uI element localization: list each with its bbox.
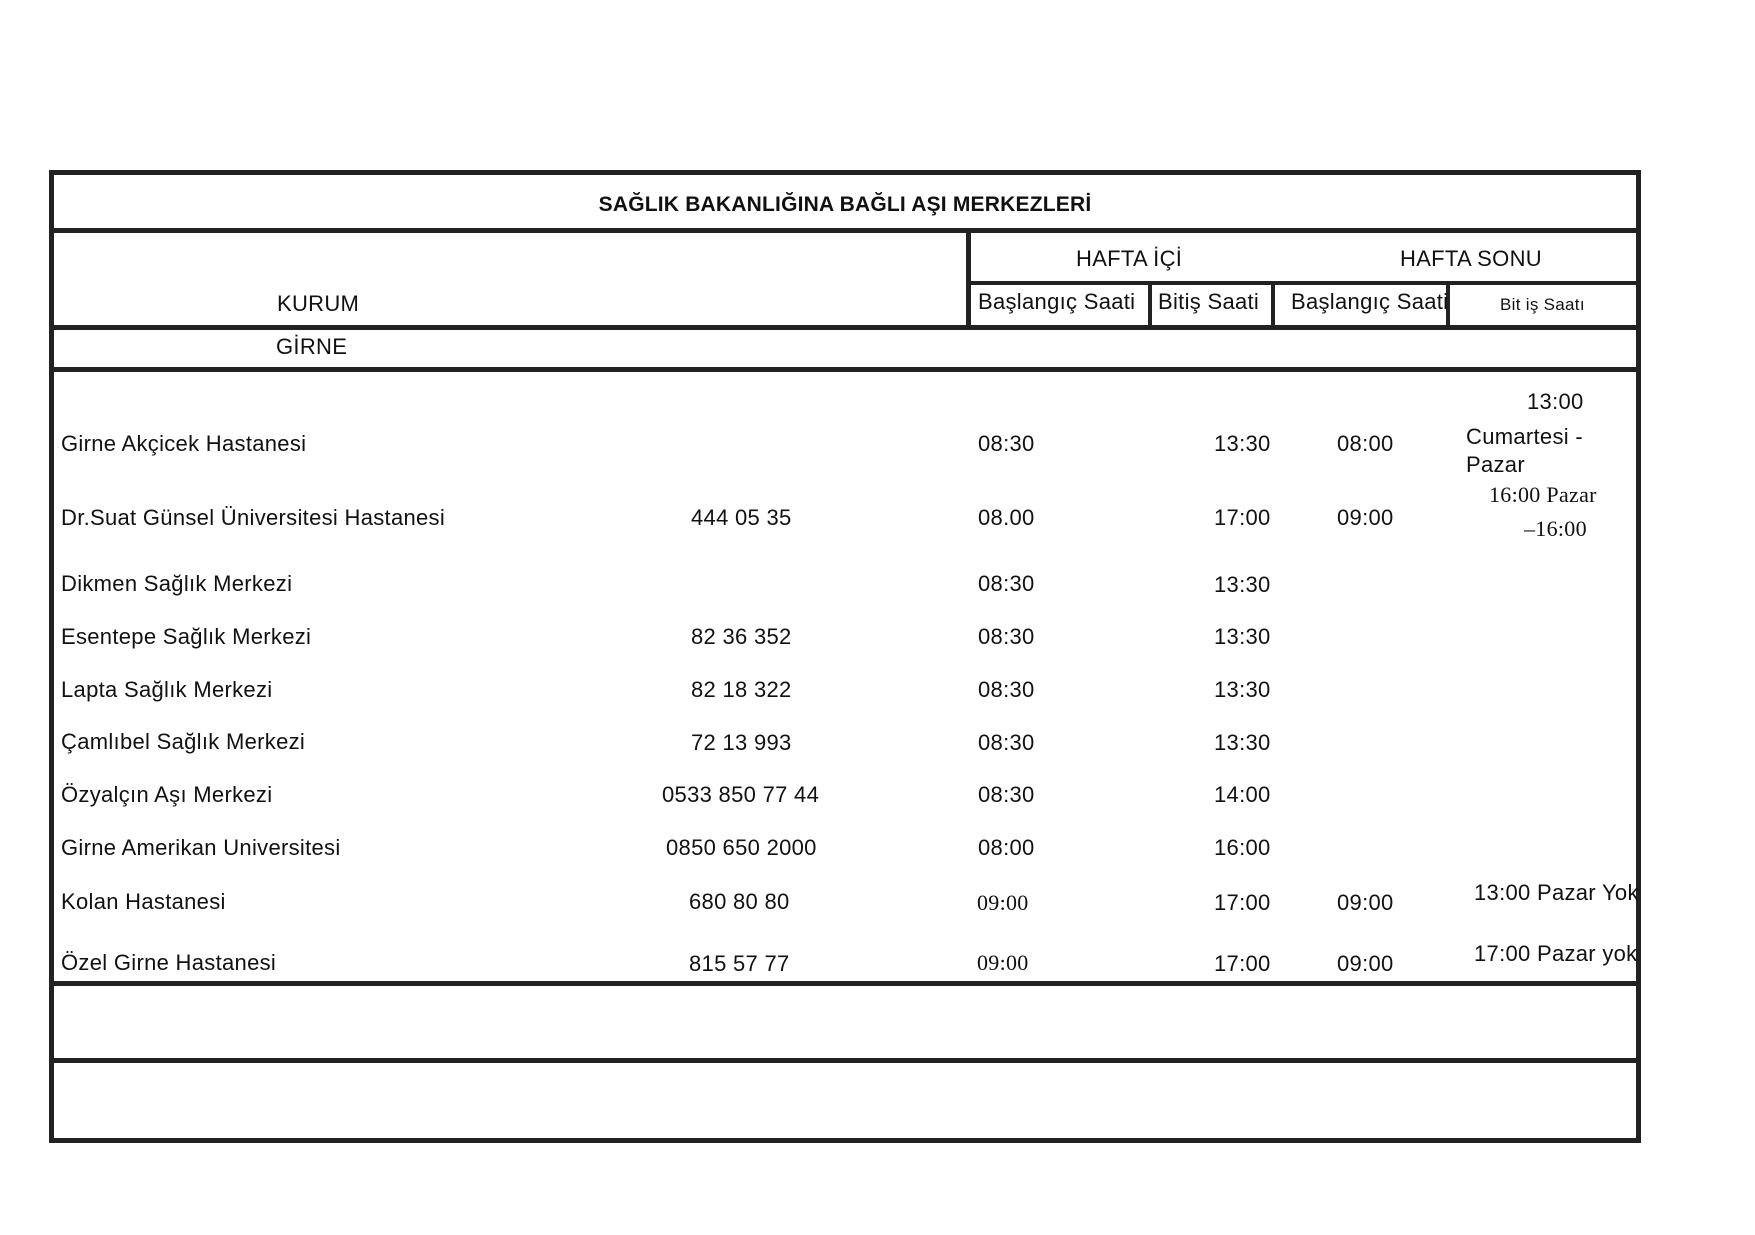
table-row-weekend-start: 08:00 xyxy=(1337,431,1394,456)
table-row-weekday-start: 08:00 xyxy=(978,835,1035,860)
col-header-weekend-end: Bit iş Saatı xyxy=(1500,295,1585,314)
table-row-weekday-end: 17:00 xyxy=(1214,890,1271,915)
rule-col-divider-1 xyxy=(1148,281,1152,330)
table-row-weekday-end: 13:30 xyxy=(1214,730,1271,755)
table-row-weekday-end: 13:30 xyxy=(1214,624,1271,649)
col-header-weekend-start: Başlangıç Saati xyxy=(1291,289,1449,314)
table-row-weekday-end: 17:00 xyxy=(1214,505,1271,530)
table-row-weekend-start: 09:00 xyxy=(1337,890,1394,915)
table-row-phone: 0850 650 2000 xyxy=(666,835,817,860)
table-row-weekday-start: 08:30 xyxy=(978,431,1035,456)
table-row-weekday-end: 13:30 xyxy=(1214,572,1271,597)
table-row-weekday-start: 08:30 xyxy=(978,730,1035,755)
table-row-phone: 0533 850 77 44 xyxy=(662,782,820,807)
table-row-weekend-start: 09:00 xyxy=(1337,951,1394,976)
table-row-phone: 72 13 993 xyxy=(691,730,792,755)
table-row-weekday-end: 17:00 xyxy=(1214,951,1271,976)
rule-col-divider-2 xyxy=(1271,281,1275,330)
table-row-weekend-end-line2: –16:00 xyxy=(1524,516,1587,541)
rule-under-body xyxy=(49,981,1641,986)
table-row-name: Kolan Hastanesi xyxy=(61,889,226,914)
table-row-name: Girne Akçicek Hastanesi xyxy=(61,431,307,456)
table-row-weekend-end-line1: 16:00 Pazar xyxy=(1489,482,1597,507)
table-row-weekday-start: 09:00 xyxy=(977,950,1029,975)
table-row-name: Dikmen Sağlık Merkezi xyxy=(61,571,293,596)
table-row-name: Lapta Sağlık Merkezi xyxy=(61,677,273,702)
table-row-weekend-start: 09:00 xyxy=(1337,505,1394,530)
table-row-phone: 82 36 352 xyxy=(691,624,792,649)
table-row-weekend-end-line2: Cumartesi - xyxy=(1466,424,1583,449)
table-row-phone: 815 57 77 xyxy=(689,951,790,976)
table-row-weekday-start: 08:30 xyxy=(978,571,1035,596)
rule-kurum-divider xyxy=(966,228,971,330)
page-title: SAĞLIK BAKANLIĞINA BAĞLI AŞI MERKEZLERİ xyxy=(598,193,1092,216)
table-row-weekday-start: 08.00 xyxy=(978,505,1035,530)
table-row-name: Girne Amerikan Universitesi xyxy=(61,835,341,860)
table-row-weekend-end-line1: 17:00 Pazar yok xyxy=(1474,941,1638,966)
table-row-name: Özyalçın Aşı Merkezi xyxy=(61,782,273,807)
table-row-weekend-end-line3: Pazar xyxy=(1466,452,1525,477)
col-header-weekday-end: Bitiş Saati xyxy=(1158,289,1260,314)
table-row-name: Esentepe Sağlık Merkezi xyxy=(61,624,312,649)
rule-under-title xyxy=(49,228,1641,233)
table-row-name: Özel Girne Hastanesi xyxy=(61,950,277,975)
table-row-weekday-end: 14:00 xyxy=(1214,782,1271,807)
rule-under-headers xyxy=(49,325,1641,330)
table-row-weekend-end-line1: 13:00 xyxy=(1527,389,1584,414)
table-row-phone: 444 05 35 xyxy=(691,505,792,530)
rule-footer xyxy=(49,1058,1641,1063)
table-row-weekend-end-line1: 13:00 Pazar Yok xyxy=(1474,880,1639,905)
table-row-phone: 680 80 80 xyxy=(689,889,790,914)
table-row-weekday-start: 08:30 xyxy=(978,782,1035,807)
hafta-sonu-header: HAFTA SONU xyxy=(1400,246,1542,271)
table-row-weekday-start: 08:30 xyxy=(978,624,1035,649)
region-label: GİRNE xyxy=(276,334,348,359)
table-row-name: Dr.Suat Günsel Üniversitesi Hastanesi xyxy=(61,505,446,530)
table-row-name: Çamlıbel Sağlık Merkezi xyxy=(61,729,306,754)
hafta-ici-header: HAFTA İÇİ xyxy=(1076,246,1183,271)
rule-under-region xyxy=(49,367,1641,372)
table-row-weekday-end: 13:30 xyxy=(1214,677,1271,702)
kurum-header: KURUM xyxy=(277,291,360,316)
col-header-weekday-start: Başlangıç Saati xyxy=(978,289,1136,314)
table-row-weekday-end: 16:00 xyxy=(1214,835,1271,860)
table-row-weekday-start: 08:30 xyxy=(978,677,1035,702)
table-row-weekday-start: 09:00 xyxy=(977,890,1029,915)
table-row-weekday-end: 13:30 xyxy=(1214,431,1271,456)
rule-under-hafta xyxy=(970,281,1641,285)
table-row-phone: 82 18 322 xyxy=(691,677,792,702)
